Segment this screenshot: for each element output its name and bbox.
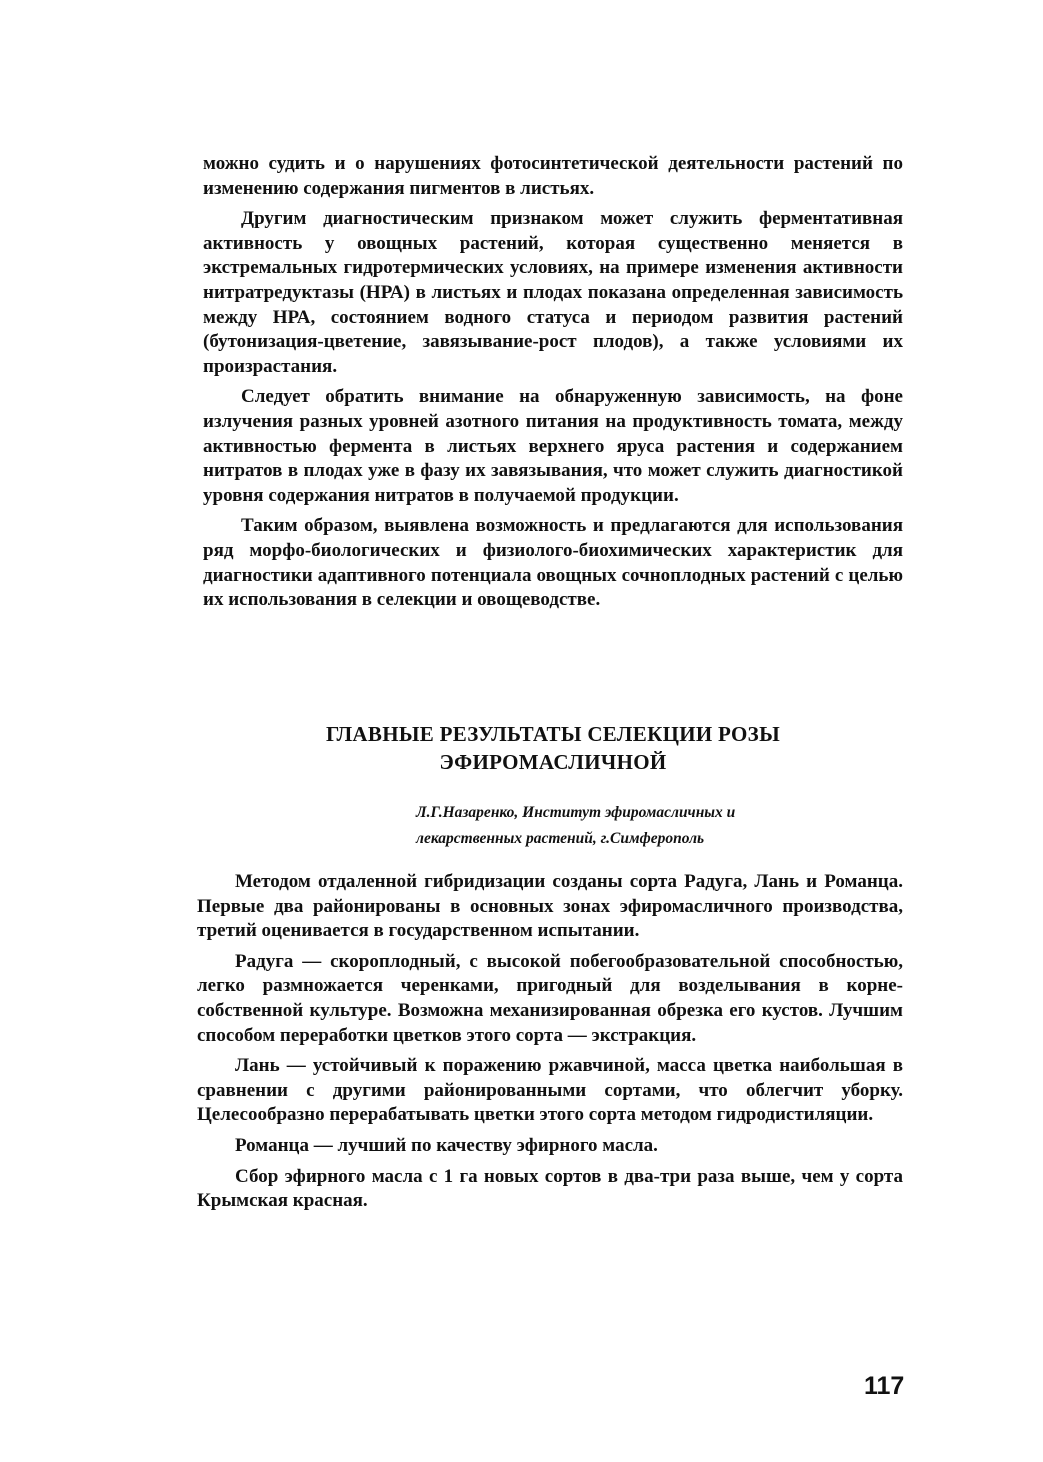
paragraph-oil-yield: Сбор эфирного масла с 1 га новых сортов в два-три раза выше, чем у сорта Крымская красная.	[197, 1165, 903, 1212]
top-text-block	[203, 152, 903, 619]
article-title-line-1: ГЛАВНЫЕ РЕЗУЛЬТАТЫ СЕЛЕКЦИИ РОЗЫ	[325, 722, 780, 746]
author-line-1: Л.Г.Назаренко, Институт эфиромасличных и	[416, 804, 736, 821]
paragraph-nitrate-dependence: Следует обратить внимание на обнаруженную зависимость, на фоне излучения разных уровней азотного питания на продуктивность томата, между активностью фермента в листьях верхнего яруса растения и содержанием нитратов в плодах уже в фазу их завязывания, что может служить диагностикой уровня содержания нитратов в получаемой продукции.	[203, 386, 903, 506]
paragraph-hybridization: Методом отдаленной гибридизации созданы сорта Радуга, Лань и Романца. Первые два районированы в основных зонах эфиромасличного производства, третий оценивается в государственном испытании.	[197, 871, 903, 942]
paragraph-conclusion: Таким образом, выявлена возможность и предлагаются для использования ряд морфо-биологических и физиолого-биохимических характеристик для диагностики адаптивного потенциала овощных сочноплодных растений с целью их использования в селекции и овощеводстве.	[203, 515, 903, 611]
paragraph-raduga: Радуга — скороплодный, с высокой побегообразовательной способностью, легко размножается черенками, пригодный для возделывания в корне-собственной культуре. Возможна механизированная обрезка его кустов. Лучшим способом переработки цветков этого сорта — экстракция.	[197, 950, 903, 1046]
page-number: 117	[864, 1372, 905, 1400]
paragraph-romanca: Романца — лучший по качеству эфирного масла.	[235, 1134, 658, 1156]
paragraph-lan: Лань — устойчивый к поражению ржавчиной, масса цветка наибольшая в сравнении с другими районированными сортами, что облегчит уборку. Целесообразно перерабатывать цветки этого сорта методом гидродистиляции.	[197, 1055, 903, 1126]
article-author	[416, 800, 896, 852]
paragraph-continuation: можно судить и о нарушениях фотосинтетической деятельности растений по изменению содержания пигментов в листьях.	[203, 153, 903, 199]
article-title-line-2: ЭФИРОМАСЛИЧНОЙ	[439, 750, 667, 774]
article-title	[203, 720, 903, 776]
paragraph-enzyme-activity: Другим диагностическим признаком может служить ферментативная активность у овощных растений, которая существенно меняется в экстремальных гидротермических условиях, на примере изменения активности нитратредуктазы (НРА) в листьях и плодах показана определенная зависимость между НРА, состоянием водного статуса и периодом развития растений (бутонизация-цветение, завязывание-рост плодов), а также условиями их произрастания.	[203, 208, 903, 377]
article-body	[197, 870, 903, 1220]
author-line-2: лекарственных растений, г.Симферополь	[416, 830, 705, 847]
